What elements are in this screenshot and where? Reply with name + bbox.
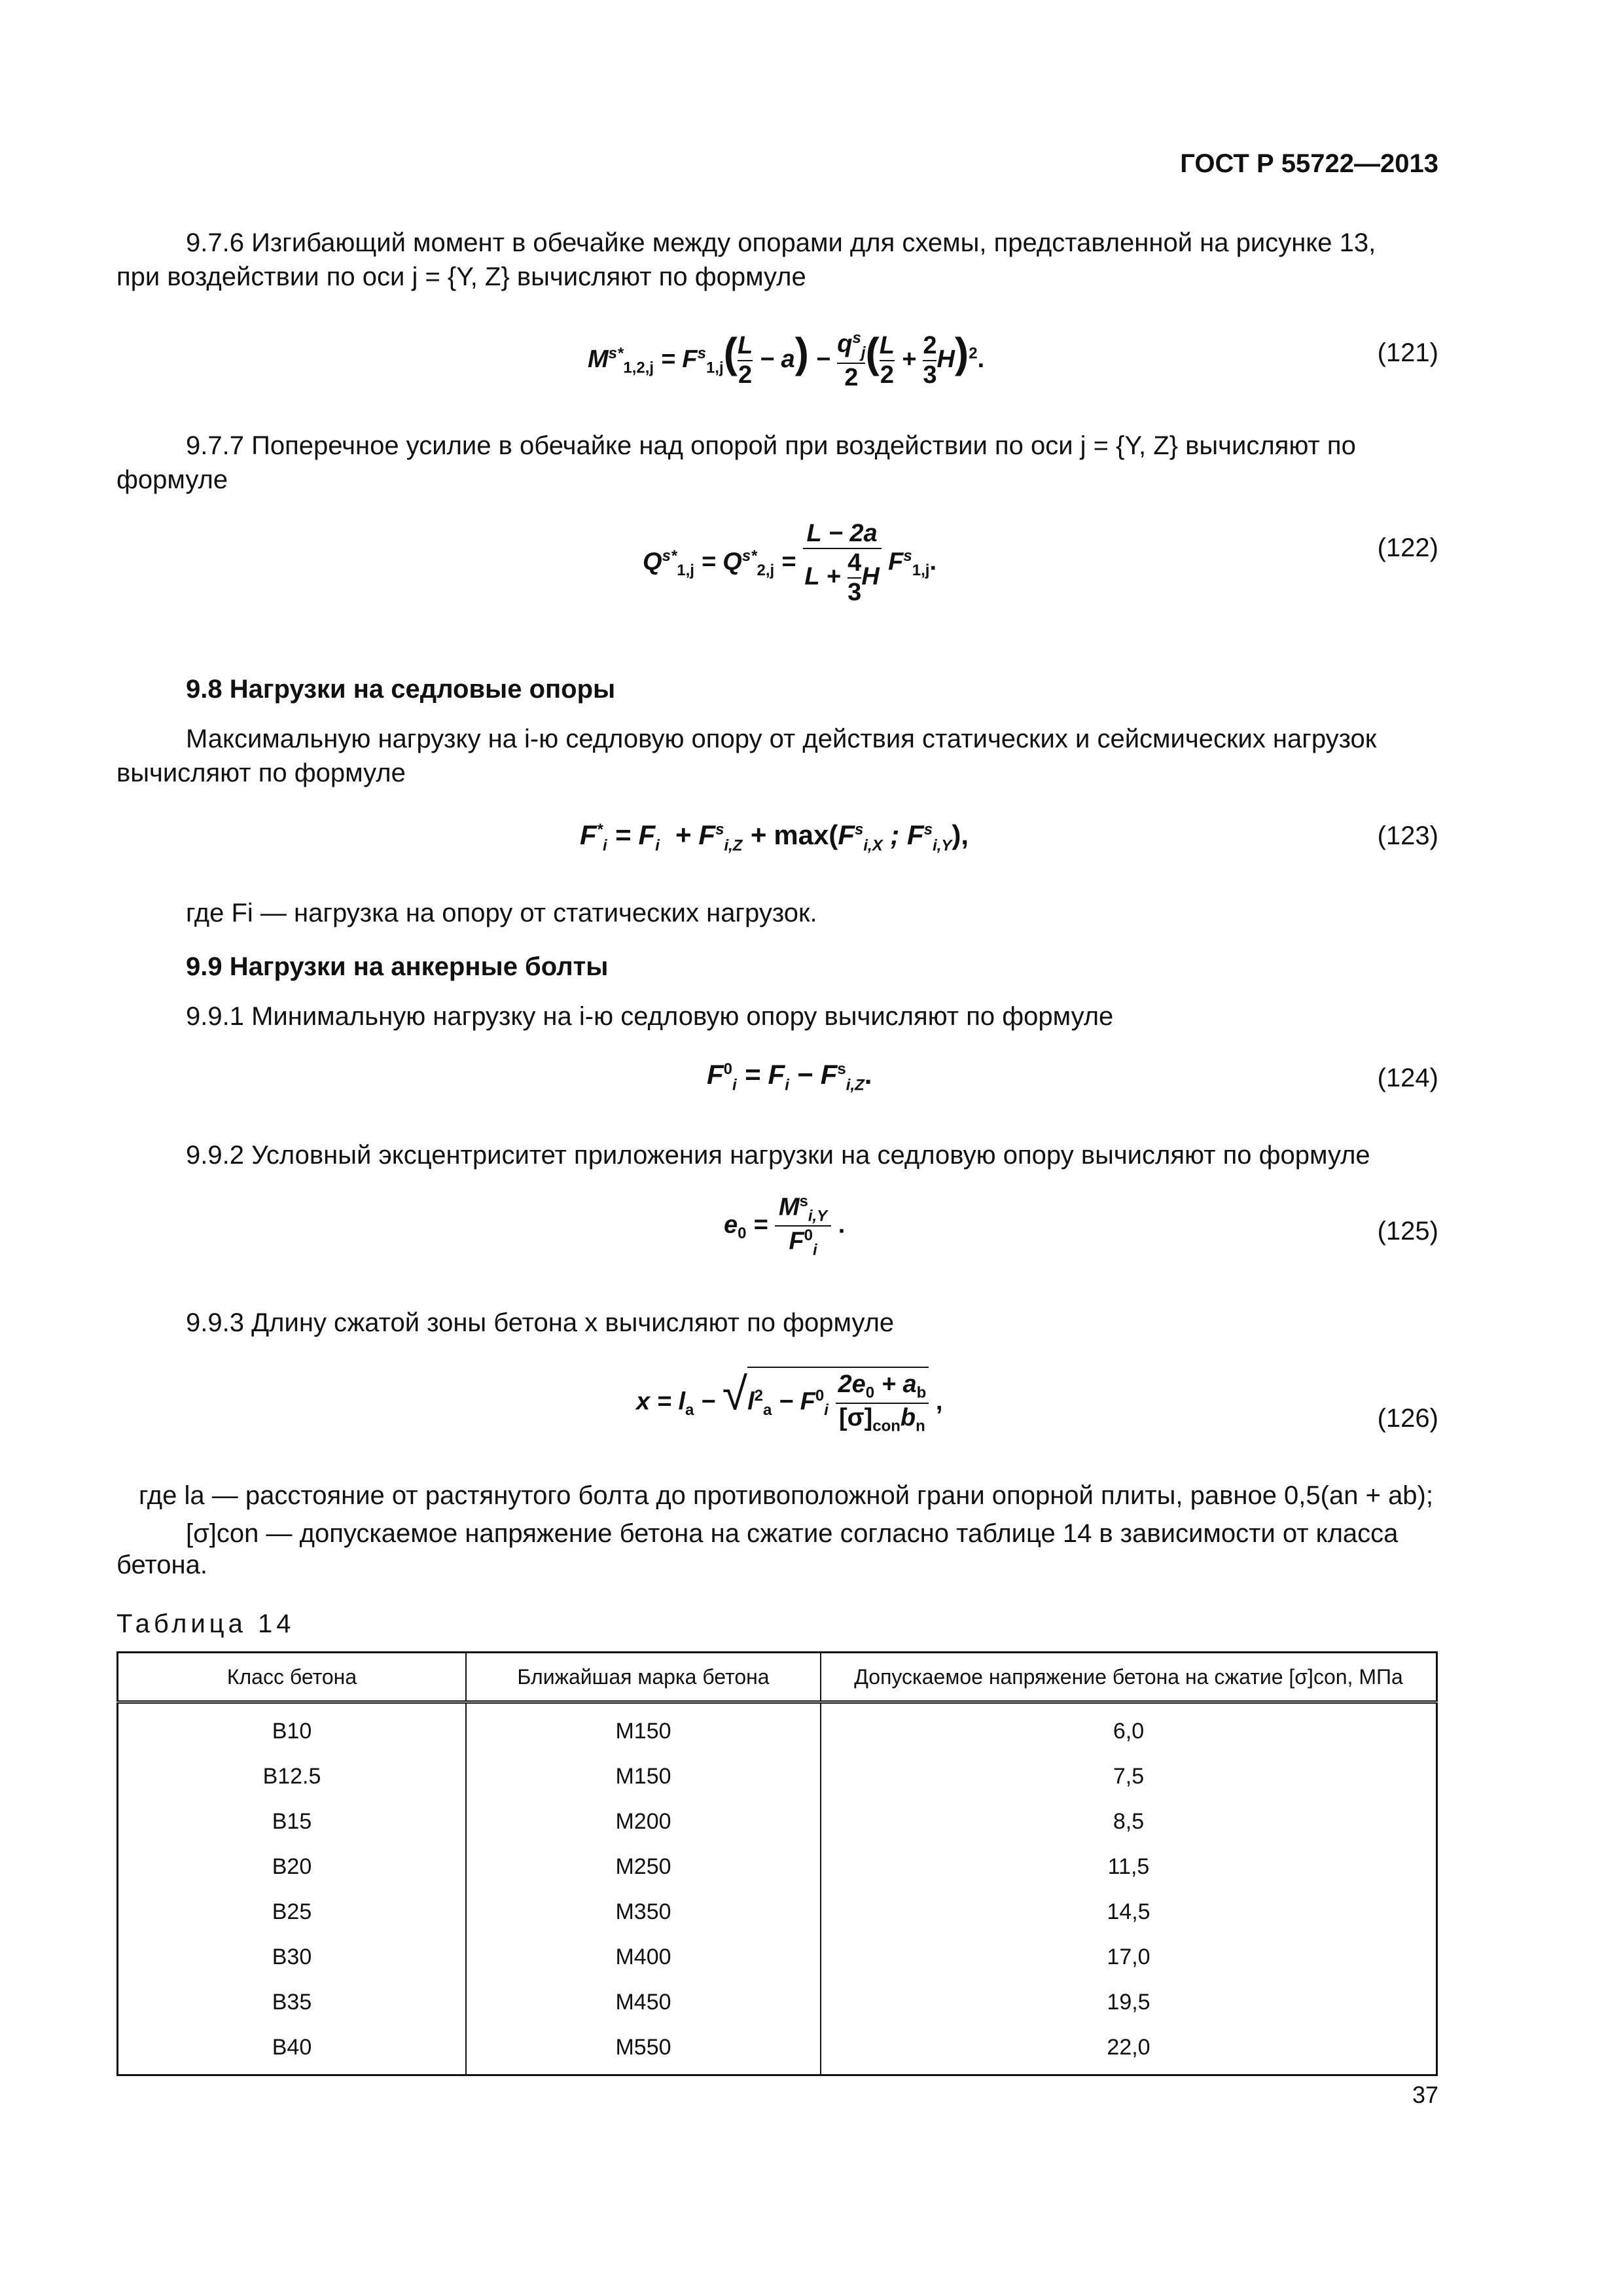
table-row — [118, 1935, 1437, 1980]
paragraph-98-line1: Максимальную нагрузку на i-ю седловую опору от действия статических и сейсмических нагрузок — [186, 725, 1377, 753]
cell-class: B30 — [118, 1935, 467, 1980]
cell-class: B25 — [118, 1890, 467, 1935]
equation-number-124: (124) — [1377, 1064, 1438, 1092]
cell-class: B10 — [118, 1702, 467, 1755]
cell-grade: M250 — [466, 1844, 821, 1890]
cell-grade: M400 — [466, 1935, 821, 1980]
table-header-row — [118, 1653, 1437, 1702]
table-row — [118, 1980, 1437, 2025]
paragraph-977-line2: формуле — [116, 465, 228, 494]
table-row — [118, 1799, 1437, 1844]
formula-121: $M^{s*}_{1,2,j} = F^s_{1,j}$( $\frac{L}{2}$ − a) − $q^s_j$ 2 ( $\frac{L}{2}$ + $\frac{2}{3}$ H)$^2$. — [588, 329, 985, 391]
where-sigma-line2: бетона. — [116, 1551, 207, 1579]
formula-122: $Q^{s*}_{1,j} = Q^{s*}_{2,j}$ = L − 2a L + $\frac{4}{3}$ H $F^s_{1,j}$. — [643, 520, 936, 606]
header-allowable-stress: Допускаемое напряжение бетона на сжатие [σ]con, МПа — [854, 1664, 1403, 1689]
cell-class: B35 — [118, 1980, 467, 2025]
paragraph-993: 9.9.3 Длину сжатой зоны бетона x вычисляют по формуле — [186, 1308, 895, 1337]
cell-grade: M200 — [466, 1799, 821, 1844]
cell-grade: M150 — [466, 1702, 821, 1755]
cell-stress: 8,5 — [1113, 1809, 1145, 1834]
equation-number-126: (126) — [1377, 1404, 1438, 1433]
formula-125: $e_0$ = $M^s_{i,Y}$ $F^0_i$ . — [724, 1193, 846, 1259]
cell-stress: 22,0 — [1107, 2035, 1150, 2060]
paragraph-976-line2: при воздействии по оси j = {Y, Z} вычисляют по формуле — [116, 262, 806, 291]
cell-stress: 6,0 — [1113, 1719, 1145, 1744]
formula-126: $x = l_a - √l^2_a - F^0_i$ $2e_0 + a_b$ $[\sigma]_{con}b_n$ , — [636, 1367, 942, 1435]
cell-class: B20 — [118, 1844, 467, 1890]
document-id: ГОСТ Р 55722—2013 — [1180, 149, 1438, 178]
cell-stress: 17,0 — [1107, 1945, 1150, 1969]
paragraph-991: 9.9.1 Минимальную нагрузку на i-ю седловую опору вычисляют по формуле — [186, 1002, 1114, 1031]
cell-stress: 11,5 — [1107, 1854, 1150, 1879]
cell-grade: M350 — [466, 1890, 821, 1935]
header-concrete-class: Класс бетона — [118, 1653, 467, 1702]
cell-stress: 7,5 — [1113, 1764, 1145, 1789]
paragraph-98-line2: вычисляют по формуле — [116, 759, 406, 787]
equation-number-125: (125) — [1377, 1217, 1438, 1246]
cell-grade: M450 — [466, 1980, 821, 2025]
section-heading-99: 9.9 Нагрузки на анкерные болты — [186, 952, 609, 981]
paragraph-977-line1: 9.7.7 Поперечное усилие в обечайке над опорой при воздействии по оси j = {Y, Z} вычисляют по — [186, 431, 1356, 460]
cell-stress: 14,5 — [1107, 1899, 1150, 1924]
cell-class: B12.5 — [118, 1754, 467, 1799]
table-body — [118, 1702, 1437, 2075]
cell-class: B40 — [118, 2025, 467, 2075]
header-concrete-grade: Ближайшая марка бетона — [466, 1653, 821, 1702]
formula-124: $F^0_i = F_i - F^s_{i,Z}$. — [707, 1059, 872, 1094]
table-row — [118, 1702, 1437, 1755]
paragraph-992: 9.9.2 Условный эксцентриситет приложения нагрузки на седловую опору вычисляют по формуле — [186, 1141, 1370, 1170]
equation-number-122: (122) — [1377, 533, 1438, 562]
table-row — [118, 1754, 1437, 1799]
table-row — [118, 1844, 1437, 1890]
equation-number-121: (121) — [1377, 338, 1438, 367]
where-sigma-line1: [σ]con — допускаемое напряжение бетона на сжатие согласно таблице 14 в зависимости от класса — [186, 1519, 1399, 1548]
cell-grade: M550 — [466, 2025, 821, 2075]
cell-class: B15 — [118, 1799, 467, 1844]
cell-grade: M150 — [466, 1754, 821, 1799]
cell-stress: 19,5 — [1107, 1990, 1150, 2015]
paragraph-976-line1: 9.7.6 Изгибающий момент в обечайке между опорами для схемы, представленной на рисунке 13, — [186, 228, 1376, 257]
table-caption: Таблица 14 — [116, 1609, 295, 1638]
table-row — [118, 1890, 1437, 1935]
section-heading-98: 9.8 Нагрузки на седловые опоры — [186, 675, 616, 704]
equation-number-123: (123) — [1377, 821, 1438, 850]
where-la: где la — расстояние от растянутого болта до противоположной грани опорной плиты, равное 0,5(an + ab); — [139, 1481, 1433, 1510]
formula-123: $F^*_i = F_i + F^s_{i,Z} + \max(F^s_{i,X}$ ; $F^s_{i,Y}$), — [580, 819, 969, 855]
concrete-table — [116, 1651, 1438, 2076]
page-number: 37 — [1412, 2081, 1438, 2108]
where-fi: где Fi — нагрузка на опору от статических нагрузок. — [186, 899, 817, 927]
table-row — [118, 2025, 1437, 2075]
